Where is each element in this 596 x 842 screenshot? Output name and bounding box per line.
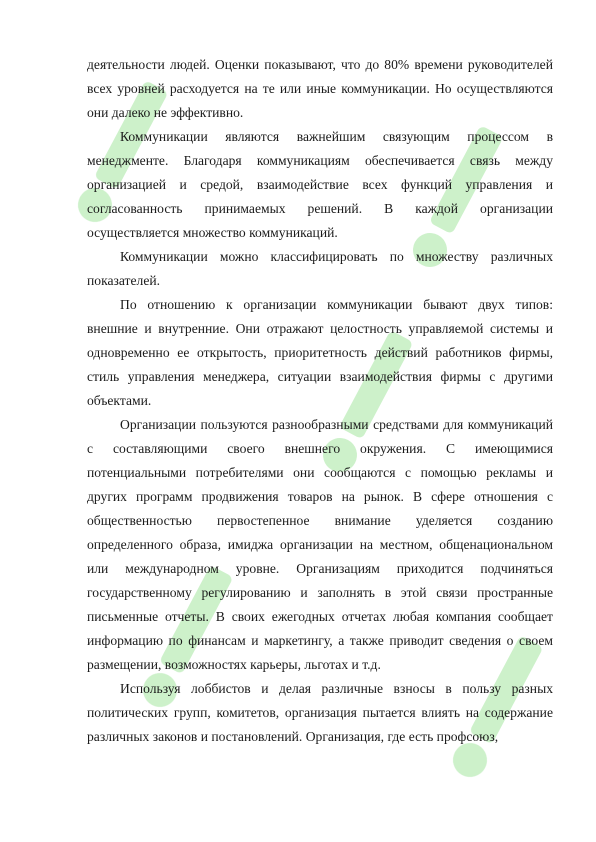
paragraph: По отношению к организации коммуникации бывают двух типов: внешние и внутренние. Они отражают целостность управляемой системы и одновременно ее открытость, приоритетность действий работников фирмы, стиль управления менеджера, ситуации взаимодействия фирмы с другими объектами. (87, 297, 553, 408)
document-body (87, 53, 553, 749)
paragraph: Используя лоббистов и делая различные взносы в пользу разных политических групп, комитетов, организация пытается влиять на содержание различных законов и постановлений. Организация, где есть профсоюз, (87, 681, 553, 744)
paragraph: Коммуникации являются важнейшим связующим процессом в менеджменте. Благодаря коммуникациям обеспечивается связь между организацией и средой, взаимодействие всех функций управления и согласованность принимаемых решений. В каждой организации осуществляется множество коммуникаций. (87, 129, 553, 240)
paragraph: Организации пользуются разнообразными средствами для коммуникаций с составляющими своего внешнего окружения. С имеющимися потенциальными потребителями они сообщаются с помощью рекламы и других программ продвижения товаров на рынок. В сфере отношения с общественностью первостепенное внимание уделяется созданию определенного образа, имиджа организации на местном, общенациональном или международном уровне. Организациям приходится подчиняться государственному регулированию и заполнять в этой связи пространные письменные отчеты. В своих ежегодных отчетах любая компания сообщает информацию по финансам и маркетингу, а также приводит сведения о своем размещении, возможностях карьеры, льготах и т.д. (87, 417, 553, 672)
paragraph: деятельности людей. Оценки показывают, что до 80% времени руководителей всех уровней расходуется на те или иные коммуникации. Но осуществляются они далеко не эффективно. (87, 57, 553, 120)
paragraph: Коммуникации можно классифицировать по множеству различных показателей. (87, 249, 553, 288)
